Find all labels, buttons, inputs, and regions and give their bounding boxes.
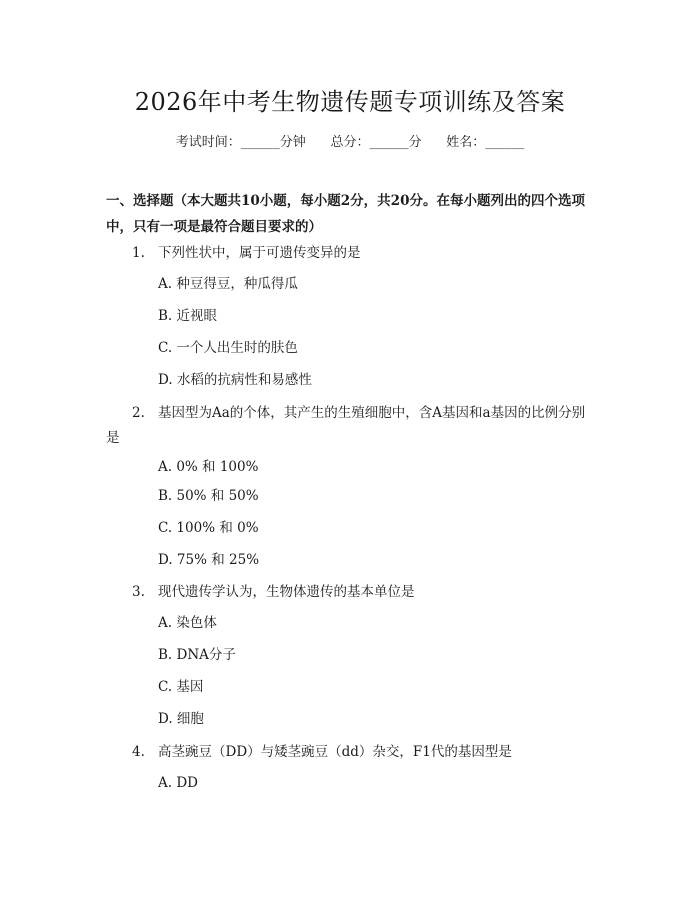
option-2a: A. 0% 和 100% — [158, 459, 259, 475]
option-1a: A. 种豆得豆，种瓜得瓜 — [158, 276, 298, 292]
question-number: 2. — [132, 405, 145, 421]
question-number: 4. — [132, 744, 145, 760]
option-2c: C. 100% 和 0% — [158, 520, 259, 536]
option-1c: C. 一个人出生时的肤色 — [158, 340, 298, 356]
option-3b: B. DNA分子 — [158, 647, 236, 663]
option-4a: A. DD — [158, 775, 198, 791]
question-4 — [106, 740, 598, 765]
option-2b: B. 50% 和 50% — [158, 488, 259, 504]
option-1b: B. 近视眼 — [158, 308, 218, 324]
exam-meta-line: 考试时间：______分钟 总分：______分 姓名：______ — [175, 135, 525, 150]
question-text: 现代遗传学认为，生物体遗传的基本单位是 — [158, 584, 415, 600]
question-text: 下列性状中，属于可遗传变异的是 — [158, 245, 361, 261]
question-2 — [106, 401, 598, 451]
option-1d: D. 水稻的抗病性和易感性 — [158, 372, 312, 388]
option-3d: D. 细胞 — [158, 711, 204, 727]
option-2d: D. 75% 和 25% — [158, 552, 260, 568]
page-title: 2026年中考生物遗传题专项训练及答案 — [134, 88, 566, 116]
question-1 — [106, 241, 598, 266]
question-text: 高茎豌豆（DD）与矮茎豌豆（dd）杂交，F1代的基因型是 — [158, 744, 512, 760]
question-number: 1. — [132, 245, 145, 261]
question-number: 3. — [132, 584, 145, 600]
option-3c: C. 基因 — [158, 679, 204, 695]
question-text: 基因型为Aa的个体，其产生的生殖细胞中，含A基因和a基因的比例分别是 — [106, 405, 586, 446]
question-3 — [106, 580, 598, 605]
section-heading: 一、选择题（本大题共10小题，每小题2分，共20分。在每小题列出的四个选项中，只有一项是最符合题目要求的） — [106, 193, 585, 235]
option-3a: A. 染色体 — [158, 615, 217, 631]
